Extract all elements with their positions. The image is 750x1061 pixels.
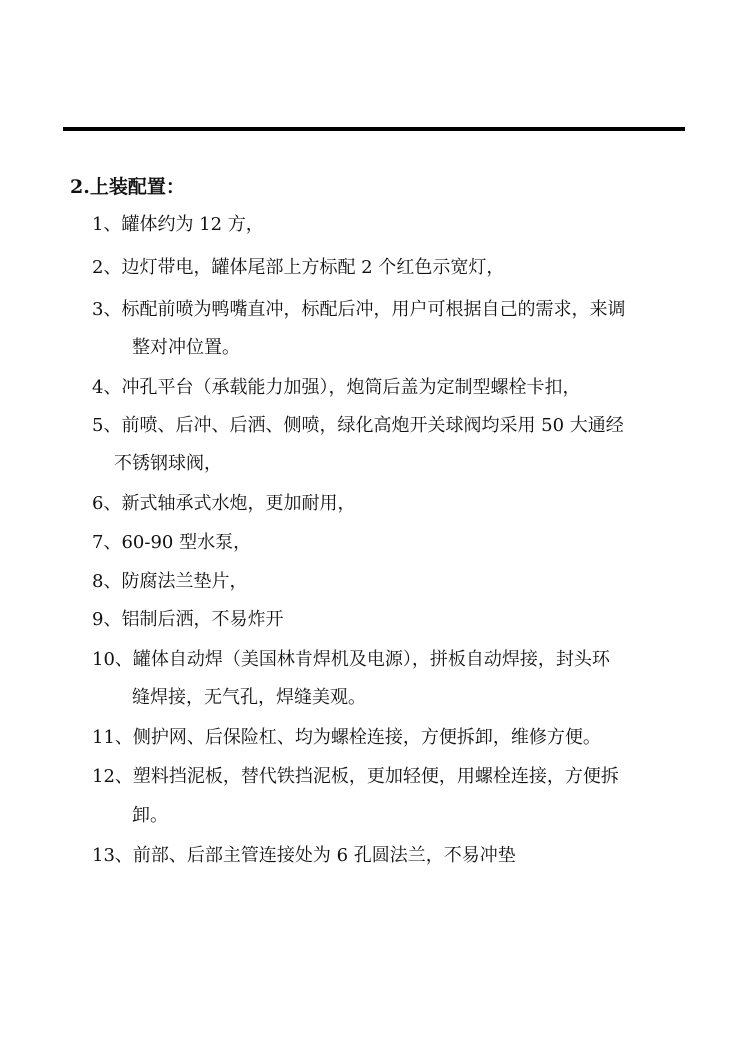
list-item-6: 6、新式轴承式水炮，更加耐用，: [92, 493, 356, 514]
list-item-10: 10、罐体自动焊（美国林肯焊机及电源），拼板自动焊接，封头环: [92, 649, 610, 670]
list-item-13: 13、前部、后部主管连接处为 6 孔圆法兰，不易冲垫: [92, 845, 516, 866]
header-divider-rule: [63, 127, 685, 131]
list-item-12-continuation: 卸。: [132, 805, 168, 826]
section-heading: 2.上装配置：: [70, 176, 185, 198]
list-item-3-continuation: 整对冲位置。: [132, 337, 240, 358]
list-item-11: 11、侧护网、后保险杠、均为螺栓连接，方便拆卸，维修方便。: [92, 727, 601, 748]
list-item-4: 4、冲孔平台（承载能力加强），炮筒后盖为定制型螺栓卡扣，: [92, 377, 581, 398]
list-item-5-continuation: 不锈钢球阀，: [114, 453, 222, 474]
list-item-2: 2、边灯带电，罐体尾部上方标配 2 个红色示宽灯，: [92, 257, 505, 278]
list-item-3: 3、标配前喷为鸭嘴直冲，标配后冲，用户可根据自己的需求，来调: [92, 299, 626, 320]
list-item-10-continuation: 缝焊接，无气孔，焊缝美观。: [132, 687, 366, 708]
list-item-1: 1、罐体约为 12 方，: [92, 214, 264, 235]
list-item-9: 9、铝制后洒，不易炸开: [92, 609, 284, 630]
list-item-12: 12、塑料挡泥板，替代铁挡泥板，更加轻便，用螺栓连接，方便拆: [92, 766, 619, 787]
list-item-5: 5、前喷、后冲、后洒、侧喷，绿化高炮开关球阀均采用 50 大通经: [92, 415, 624, 436]
list-item-7: 7、60-90 型水泵，: [92, 532, 252, 553]
list-item-8: 8、防腐法兰垫片，: [92, 571, 248, 592]
